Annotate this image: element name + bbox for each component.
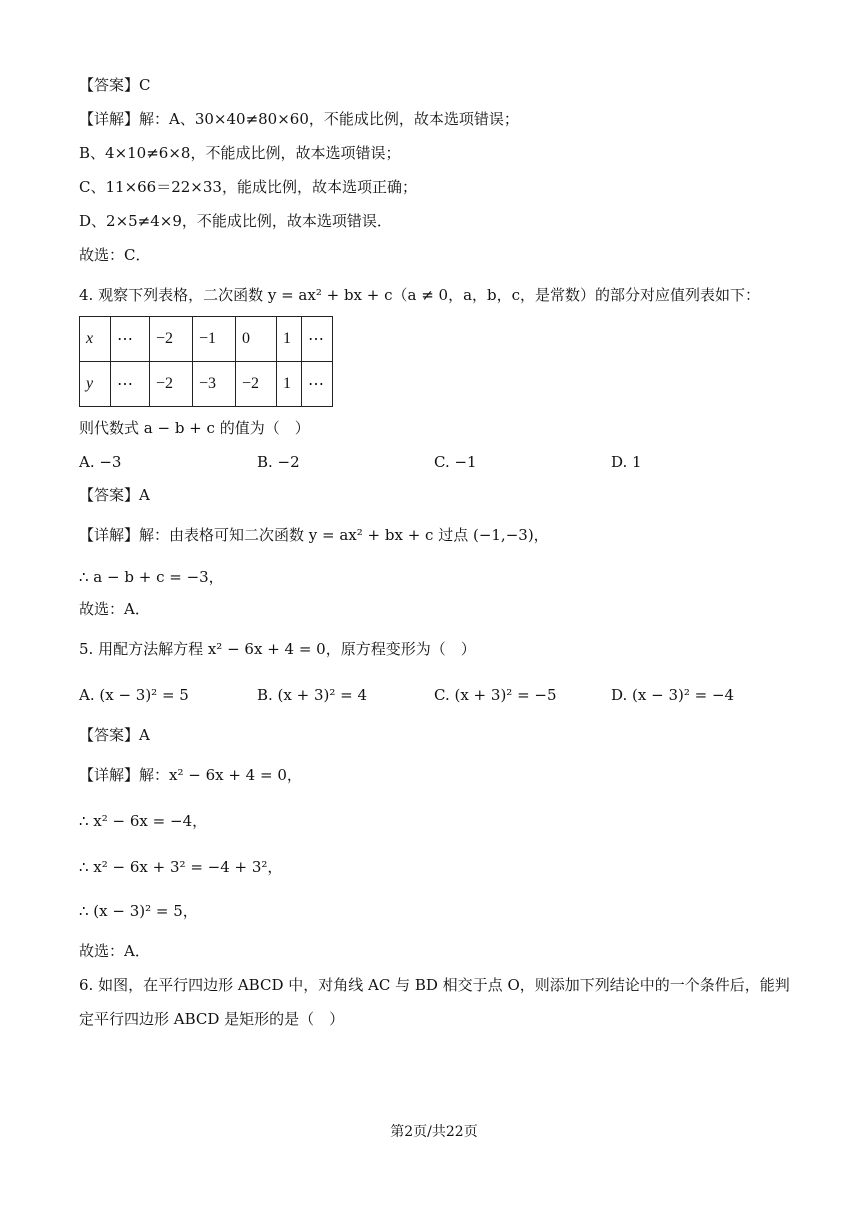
table-cell: −2 (150, 362, 193, 407)
q3-detail-c: C、11×66＝22×33，能成比例，故本选项正确； (79, 178, 417, 196)
page-number: 第2页/共22页 (390, 1124, 478, 1140)
table-cell: x (80, 317, 111, 362)
q4-therefore: ∴ a − b + c = −3， (79, 568, 224, 586)
q4-answer: 【答案】A (79, 486, 150, 504)
table-cell: ⋯ (302, 362, 333, 407)
q4-choice: 故选：A． (79, 600, 150, 618)
q5-option-c: C. (x + 3)² = −5 (434, 686, 557, 704)
table-cell: −2 (236, 362, 277, 407)
q4-option-d: D. 1 (611, 453, 642, 471)
q3-detail-a: 【详解】解：A、30×40≠80×60，不能成比例，故本选项错误； (79, 110, 519, 128)
q3-answer: 【答案】C (79, 76, 151, 94)
table-cell: −3 (193, 362, 236, 407)
q5-step2: ∴ x² − 6x + 3² = −4 + 3²， (79, 858, 283, 876)
table-row-y (80, 362, 333, 407)
q5-option-a: A. (x − 3)² = 5 (79, 686, 189, 704)
q5-stem: 5. 用配方法解方程 x² − 6x + 4 = 0，原方程变形为（ ） (79, 640, 476, 658)
q4-option-a: A. −3 (79, 453, 122, 471)
q4-stem: 4. 观察下列表格，二次函数 y = ax² + bx + c（a ≠ 0，a，b，c，是常数）的部分对应值列表如下： (79, 286, 761, 304)
q3-detail-b: B、4×10≠6×8，不能成比例，故本选项错误； (79, 144, 401, 162)
table-cell: 0 (236, 317, 277, 362)
q4-option-b: B. −2 (257, 453, 300, 471)
q5-detail: 【详解】解：x² − 6x + 4 = 0， (79, 766, 302, 784)
q6-stem-line2: 定平行四边形 ABCD 是矩形的是（ ） (79, 1010, 345, 1028)
q5-answer: 【答案】A (79, 726, 150, 744)
q6-stem-line1: 6. 如图，在平行四边形 ABCD 中，对角线 AC 与 BD 相交于点 O，则添加下列结论中的一个条件后，能判 (79, 976, 790, 994)
table-cell: −2 (150, 317, 193, 362)
q5-step1: ∴ x² − 6x = −4， (79, 812, 208, 830)
table-cell: −1 (193, 317, 236, 362)
table-row-x (80, 317, 333, 362)
q4-option-c: C. −1 (434, 453, 477, 471)
q4-detail: 【详解】解：由表格可知二次函数 y = ax² + bx + c 过点 (−1,−3)， (79, 526, 549, 544)
q5-option-b: B. (x + 3)² = 4 (257, 686, 368, 704)
q5-option-d: D. (x − 3)² = −4 (611, 686, 735, 704)
q3-detail-d: D、2×5≠4×9，不能成比例，故本选项错误． (79, 212, 392, 230)
table-cell: y (80, 362, 111, 407)
q4-question: 则代数式 a − b + c 的值为（ ） (79, 419, 310, 437)
q4-value-table (79, 316, 333, 407)
q5-choice: 故选：A． (79, 942, 150, 960)
q3-choice: 故选：C． (79, 246, 151, 264)
q5-step3: ∴ (x − 3)² = 5， (79, 902, 198, 920)
table-cell: 1 (277, 317, 302, 362)
table-cell: 1 (277, 362, 302, 407)
table-cell: ⋯ (302, 317, 333, 362)
table-cell: ⋯ (111, 317, 150, 362)
table-cell: ⋯ (111, 362, 150, 407)
